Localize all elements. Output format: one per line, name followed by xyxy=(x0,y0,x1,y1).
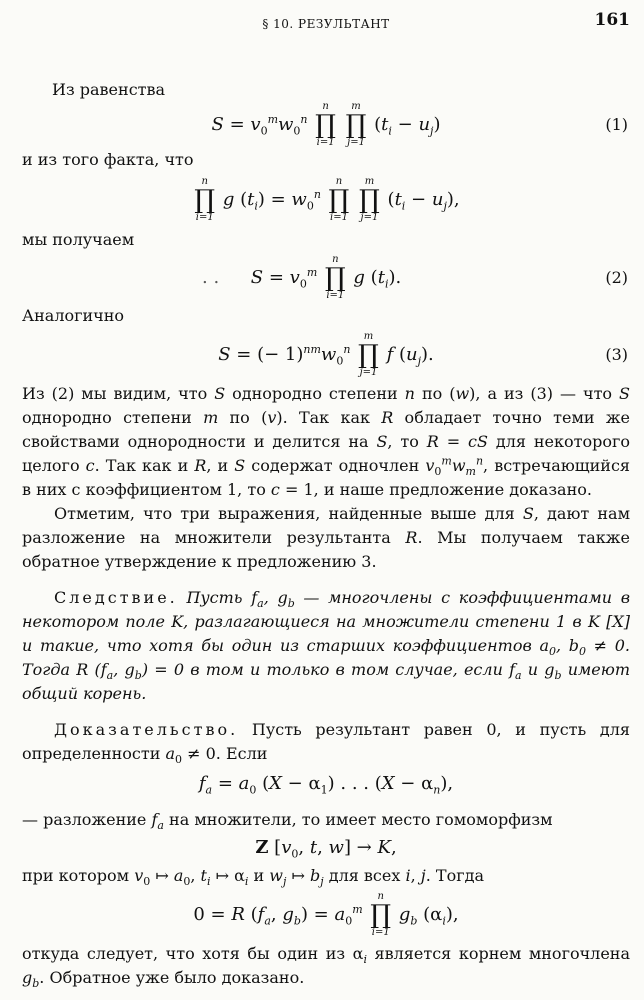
proof: Доказательство. Пусть результант равен 0, и пусть для определенности $a_0 \ne 0$. Если xyxy=(22,720,630,767)
equation-homomorphism: Z [$v_0$, t, w] → K, xyxy=(255,837,397,861)
paragraph-factorization: Отметим, что три выражения, найденные выше для S, дают нам разложение на множители результанта R. Мы получаем также обратное утверждение к предложению 3. xyxy=(22,504,631,571)
corollary-label: Следствие. xyxy=(54,588,178,607)
page-number: 161 xyxy=(594,10,630,30)
equation-3: S = (− $1)^{nm}w_0^n$ m ∏ j=1 f $(u_j)$. (3) xyxy=(218,331,628,378)
running-header xyxy=(22,8,630,44)
text-line-1: Из равенства xyxy=(52,80,166,99)
equation-2: . . $S = v_0^m$ n ∏ i=1 g $(t_i)$. (2) xyxy=(202,254,628,301)
equation-resultant-zero: 0 = R ($f_a$, $g_b) = a_0^m$ n ∏ i=1 $g_b$ $(\alpha_i)$, xyxy=(193,891,459,938)
equation-factorization: $f_a = a_0$ $(X - \alpha_1)$ . . . $(X - \alpha_n)$, xyxy=(198,773,454,797)
text-conclusion: откуда следует, что хотя бы один из $\alpha_i$ является корнем многочлена $g_b$. Обратное уже было доказано. xyxy=(22,944,630,991)
section-title: § 10. РЕЗУЛЬТАНТ xyxy=(262,17,390,31)
corollary: Следствие. Пусть $f_a$, $g_b$ — многочлены с коэффициентами в некотором поле K, разлагающиеся на множители степени 1 в K [X] и такие, что хотя бы один из старших коэффициентов $a_0$, $b_0 \ne 0$. Тогда R ($f_a$, $g_b) = 0$ в том и только в том случае, если $f_a$ и $g_b$ имеют общий корень. xyxy=(22,588,631,703)
page xyxy=(22,8,630,990)
text-mapping: при котором $v_0$ ↦ $a_0$, $t_i$ ↦ $\alpha_i$ и $w_j$ ↦ $b_j$ для всех i, j. Тогда xyxy=(22,866,484,889)
equation-product-g: n ∏ i=1 g $(t_i) = w_0^n$ n ∏ i=1 m ∏ j=1 $(t_i - u_j)$, xyxy=(194,176,460,223)
text-line-4: Аналогично xyxy=(22,306,125,325)
equation-number-3: (3) xyxy=(605,345,628,364)
paragraph-homogeneity: Из (2) мы видим, что S однородно степени n по (w), а из (3) — что S однородно степени m по (v). Так как R обладает точно теми же свойствами однородности и делится на S, то R = cS для некоторого целого c. Так как и R, и S содержат одночлен $v_0^mw_m^n$, встречающийся в них с коэффициентом 1, то c = 1, и наше предложение доказано. xyxy=(22,384,631,499)
equation-1: $S = v_0^mw_0^n$ n ∏ i=1 m ∏ j=1 $(t_i - u_j)$ (1) xyxy=(211,101,628,148)
text-line-2: и из того факта, что xyxy=(22,150,194,169)
equation-number-1: (1) xyxy=(605,115,628,134)
proof-label: Доказательство. xyxy=(54,720,239,739)
text-line-3: мы получаем xyxy=(22,230,135,249)
text-homomorphism: — разложение $f_a$ на множители, то имеет место гомоморфизм xyxy=(22,810,553,833)
equation-number-2: (2) xyxy=(605,268,628,287)
